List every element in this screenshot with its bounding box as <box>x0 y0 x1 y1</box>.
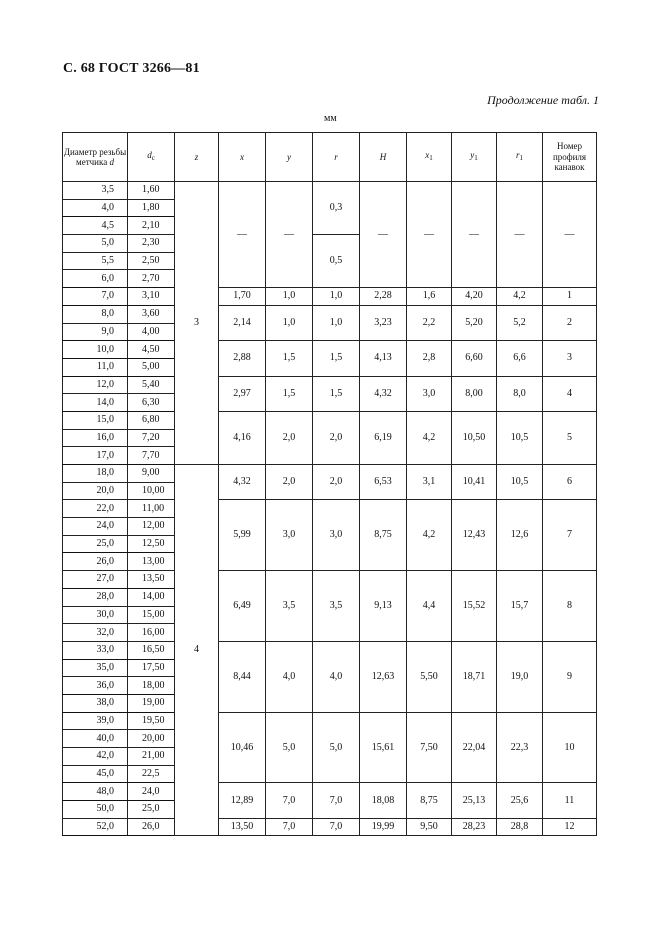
cell-y: 7,0 <box>266 818 313 836</box>
cell-dc: 3,10 <box>128 288 175 306</box>
cell-x1: 2,2 <box>407 305 452 340</box>
cell-profile: 6 <box>543 465 597 500</box>
cell-d: 6,0 <box>63 270 128 288</box>
table-row <box>63 571 597 589</box>
cell-z-group-1: 3 <box>175 182 219 465</box>
cell-dc: 9,00 <box>128 465 175 483</box>
cell-H-dash: — <box>360 182 407 288</box>
cell-profile: 12 <box>543 818 597 836</box>
cell-y1: 18,71 <box>452 641 497 712</box>
cell-x1: 1,6 <box>407 288 452 306</box>
table-body <box>63 182 597 836</box>
cell-H: 9,13 <box>360 571 407 642</box>
cell-d: 26,0 <box>63 553 128 571</box>
cell-dc: 4,50 <box>128 341 175 359</box>
cell-dc: 2,70 <box>128 270 175 288</box>
cell-r: 1,0 <box>313 305 360 340</box>
cell-dc: 18,00 <box>128 677 175 695</box>
cell-y: 3,0 <box>266 500 313 571</box>
cell-x: 8,44 <box>219 641 266 712</box>
cell-dc: 1,80 <box>128 199 175 217</box>
cell-dc: 19,00 <box>128 694 175 712</box>
cell-r: 3,5 <box>313 571 360 642</box>
cell-d: 4,5 <box>63 217 128 235</box>
cell-r1: 10,5 <box>497 411 543 464</box>
table-header-row <box>63 133 597 182</box>
cell-dc: 16,50 <box>128 641 175 659</box>
cell-x: 2,97 <box>219 376 266 411</box>
cell-y1: 10,41 <box>452 465 497 500</box>
cell-r1: 5,2 <box>497 305 543 340</box>
cell-r1: 15,7 <box>497 571 543 642</box>
cell-H: 2,28 <box>360 288 407 306</box>
cell-dc: 20,00 <box>128 730 175 748</box>
cell-H: 4,32 <box>360 376 407 411</box>
cell-d: 25,0 <box>63 535 128 553</box>
cell-H: 4,13 <box>360 341 407 376</box>
cell-dc: 10,00 <box>128 482 175 500</box>
cell-d: 7,0 <box>63 288 128 306</box>
table-row <box>63 641 597 659</box>
cell-H: 19,99 <box>360 818 407 836</box>
cell-x1: 7,50 <box>407 712 452 783</box>
cell-dc: 2,50 <box>128 252 175 270</box>
cell-x1: 9,50 <box>407 818 452 836</box>
cell-d: 18,0 <box>63 465 128 483</box>
cell-y1: 28,23 <box>452 818 497 836</box>
cell-dc: 17,50 <box>128 659 175 677</box>
cell-y1: 25,13 <box>452 783 497 818</box>
cell-y-dash: — <box>266 182 313 288</box>
cell-dc: 13,00 <box>128 553 175 571</box>
cell-r: 1,5 <box>313 376 360 411</box>
table-row <box>63 712 597 730</box>
cell-d: 35,0 <box>63 659 128 677</box>
table-row <box>63 465 597 483</box>
cell-profile: 8 <box>543 571 597 642</box>
cell-y: 1,5 <box>266 376 313 411</box>
cell-x1: 4,2 <box>407 500 452 571</box>
cell-H: 8,75 <box>360 500 407 571</box>
col-header-dc: $d_c$ <box>128 133 175 182</box>
cell-r1: 6,6 <box>497 341 543 376</box>
cell-d: 24,0 <box>63 518 128 536</box>
cell-y: 2,0 <box>266 465 313 500</box>
col-header-r1: $r_1$ <box>497 133 543 182</box>
table-row <box>63 411 597 429</box>
col-header-x1: $x_1$ <box>407 133 452 182</box>
cell-H: 6,19 <box>360 411 407 464</box>
cell-d: 42,0 <box>63 748 128 766</box>
cell-x: 13,50 <box>219 818 266 836</box>
cell-dc: 24,0 <box>128 783 175 801</box>
cell-H: 15,61 <box>360 712 407 783</box>
cell-profile: 7 <box>543 500 597 571</box>
cell-profile: 5 <box>543 411 597 464</box>
cell-r: 3,0 <box>313 500 360 571</box>
cell-x: 5,99 <box>219 500 266 571</box>
cell-H: 12,63 <box>360 641 407 712</box>
cell-r1: 19,0 <box>497 641 543 712</box>
cell-d: 16,0 <box>63 429 128 447</box>
cell-x: 6,49 <box>219 571 266 642</box>
col-header-profile: Номер профиля канавок <box>543 133 597 182</box>
cell-dc: 15,00 <box>128 606 175 624</box>
cell-r: 2,0 <box>313 411 360 464</box>
cell-d: 27,0 <box>63 571 128 589</box>
cell-d: 30,0 <box>63 606 128 624</box>
cell-d: 50,0 <box>63 801 128 819</box>
col-header-H: H <box>360 133 407 182</box>
cell-profile-dash: — <box>543 182 597 288</box>
cell-dc: 26,0 <box>128 818 175 836</box>
cell-y: 5,0 <box>266 712 313 783</box>
cell-r: 7,0 <box>313 783 360 818</box>
cell-x1-dash: — <box>407 182 452 288</box>
dimensions-table <box>62 132 597 836</box>
cell-d: 9,0 <box>63 323 128 341</box>
cell-y1: 8,00 <box>452 376 497 411</box>
cell-y1: 6,60 <box>452 341 497 376</box>
cell-r1: 8,0 <box>497 376 543 411</box>
col-header-z: z <box>175 133 219 182</box>
cell-y: 2,0 <box>266 411 313 464</box>
cell-dc: 11,00 <box>128 500 175 518</box>
table-row <box>63 288 597 306</box>
cell-dc: 22,5 <box>128 765 175 783</box>
cell-profile: 9 <box>543 641 597 712</box>
cell-dc: 2,10 <box>128 217 175 235</box>
cell-r: 1,0 <box>313 288 360 306</box>
cell-x: 2,14 <box>219 305 266 340</box>
cell-y: 1,5 <box>266 341 313 376</box>
cell-r1: 4,2 <box>497 288 543 306</box>
cell-d: 45,0 <box>63 765 128 783</box>
cell-x1: 3,1 <box>407 465 452 500</box>
table-row <box>63 376 597 394</box>
cell-dc: 1,60 <box>128 182 175 200</box>
cell-d: 14,0 <box>63 394 128 412</box>
cell-d: 52,0 <box>63 818 128 836</box>
cell-dc: 7,20 <box>128 429 175 447</box>
cell-dc: 6,30 <box>128 394 175 412</box>
cell-dc: 7,70 <box>128 447 175 465</box>
cell-y1: 4,20 <box>452 288 497 306</box>
col-header-x: x <box>219 133 266 182</box>
table-row <box>63 341 597 359</box>
cell-r: 2,0 <box>313 465 360 500</box>
cell-d: 33,0 <box>63 641 128 659</box>
col-header-y: y <box>266 133 313 182</box>
cell-r1: 28,8 <box>497 818 543 836</box>
cell-x: 10,46 <box>219 712 266 783</box>
cell-r: 5,0 <box>313 712 360 783</box>
cell-d: 17,0 <box>63 447 128 465</box>
unit-label: мм <box>324 113 337 124</box>
cell-H: 18,08 <box>360 783 407 818</box>
cell-x1: 4,4 <box>407 571 452 642</box>
cell-dc: 16,00 <box>128 624 175 642</box>
table-row <box>63 783 597 801</box>
cell-dc: 12,00 <box>128 518 175 536</box>
page-reference: С. 68 ГОСТ 3266—81 <box>63 61 200 76</box>
cell-y1-dash: — <box>452 182 497 288</box>
cell-x1: 3,0 <box>407 376 452 411</box>
cell-r: 1,5 <box>313 341 360 376</box>
cell-profile: 3 <box>543 341 597 376</box>
col-header-d: Диаметр резьбы метчика d <box>63 133 128 182</box>
cell-dc: 25,0 <box>128 801 175 819</box>
cell-r1: 10,5 <box>497 465 543 500</box>
cell-dc: 6,80 <box>128 411 175 429</box>
cell-d: 28,0 <box>63 588 128 606</box>
cell-y: 3,5 <box>266 571 313 642</box>
cell-d: 11,0 <box>63 358 128 376</box>
cell-r1: 12,6 <box>497 500 543 571</box>
cell-d: 40,0 <box>63 730 128 748</box>
cell-r1: 22,3 <box>497 712 543 783</box>
cell-r1: 25,6 <box>497 783 543 818</box>
cell-x1: 4,2 <box>407 411 452 464</box>
cell-d: 5,5 <box>63 252 128 270</box>
table-row <box>63 305 597 323</box>
table-row <box>63 182 597 200</box>
cell-x: 12,89 <box>219 783 266 818</box>
cell-d: 12,0 <box>63 376 128 394</box>
cell-d: 48,0 <box>63 783 128 801</box>
cell-y: 4,0 <box>266 641 313 712</box>
cell-x: 1,70 <box>219 288 266 306</box>
cell-y: 7,0 <box>266 783 313 818</box>
cell-dc: 14,00 <box>128 588 175 606</box>
cell-d: 39,0 <box>63 712 128 730</box>
cell-r-dash-group-1: 0,3 <box>313 182 360 235</box>
cell-profile: 10 <box>543 712 597 783</box>
cell-x: 4,16 <box>219 411 266 464</box>
table-row <box>63 500 597 518</box>
cell-dc: 2,30 <box>128 235 175 253</box>
cell-d: 8,0 <box>63 305 128 323</box>
cell-y1: 15,52 <box>452 571 497 642</box>
cell-z-group-2: 4 <box>175 465 219 836</box>
cell-d: 10,0 <box>63 341 128 359</box>
cell-d: 36,0 <box>63 677 128 695</box>
cell-y1: 10,50 <box>452 411 497 464</box>
cell-y1: 22,04 <box>452 712 497 783</box>
table-continuation-label: Продолжение табл. 1 <box>487 93 599 107</box>
cell-y1: 5,20 <box>452 305 497 340</box>
cell-d: 5,0 <box>63 235 128 253</box>
cell-dc: 3,60 <box>128 305 175 323</box>
cell-H: 3,23 <box>360 305 407 340</box>
cell-dc: 21,00 <box>128 748 175 766</box>
cell-x1: 8,75 <box>407 783 452 818</box>
cell-H: 6,53 <box>360 465 407 500</box>
cell-profile: 11 <box>543 783 597 818</box>
cell-dc: 13,50 <box>128 571 175 589</box>
cell-d: 4,0 <box>63 199 128 217</box>
cell-x1: 2,8 <box>407 341 452 376</box>
cell-d: 20,0 <box>63 482 128 500</box>
cell-x: 2,88 <box>219 341 266 376</box>
cell-profile: 1 <box>543 288 597 306</box>
cell-y: 1,0 <box>266 305 313 340</box>
cell-dc: 4,00 <box>128 323 175 341</box>
cell-y: 1,0 <box>266 288 313 306</box>
cell-d: 15,0 <box>63 411 128 429</box>
cell-d: 22,0 <box>63 500 128 518</box>
cell-x1: 5,50 <box>407 641 452 712</box>
cell-d: 3,5 <box>63 182 128 200</box>
cell-x: 4,32 <box>219 465 266 500</box>
col-header-y1: $y_1$ <box>452 133 497 182</box>
cell-profile: 2 <box>543 305 597 340</box>
cell-r1-dash: — <box>497 182 543 288</box>
cell-r: 4,0 <box>313 641 360 712</box>
cell-x-dash: — <box>219 182 266 288</box>
cell-dc: 12,50 <box>128 535 175 553</box>
cell-d: 32,0 <box>63 624 128 642</box>
cell-dc: 5,00 <box>128 358 175 376</box>
cell-r: 7,0 <box>313 818 360 836</box>
cell-dc: 5,40 <box>128 376 175 394</box>
cell-r-dash-group-2: 0,5 <box>313 235 360 288</box>
cell-profile: 4 <box>543 376 597 411</box>
cell-d: 38,0 <box>63 694 128 712</box>
cell-dc: 19,50 <box>128 712 175 730</box>
table-row <box>63 818 597 836</box>
cell-y1: 12,43 <box>452 500 497 571</box>
col-header-r: r <box>313 133 360 182</box>
